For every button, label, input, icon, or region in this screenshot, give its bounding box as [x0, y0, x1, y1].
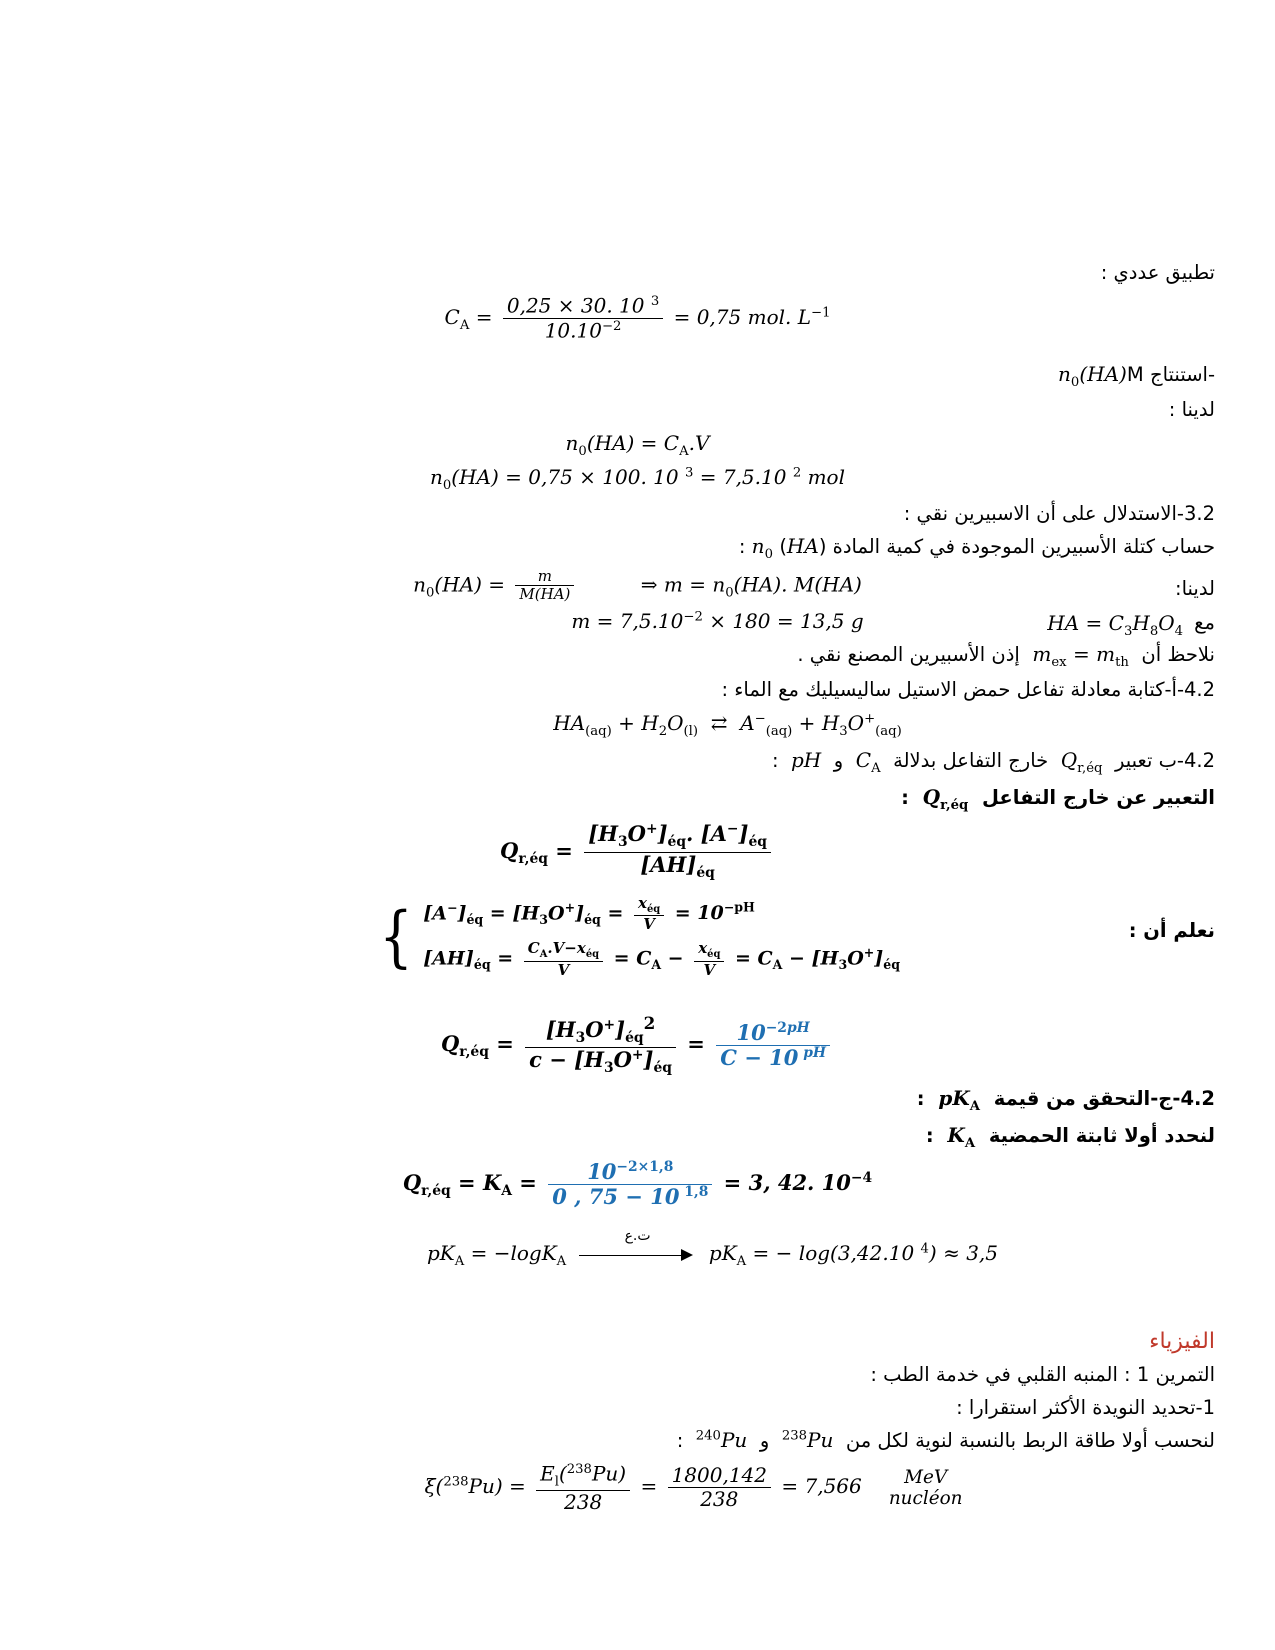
ladayna-label: لدينا :	[1168, 397, 1215, 421]
question-4-2-b: 4.2-ب تعبير $Q_{r,éq}$ خارج التفاعل بدلالة $C_A$ و pH :	[771, 748, 1215, 777]
question-4-2-c: 4.2-ج-التحقق من قيمة $pK_A$ :	[916, 1086, 1215, 1115]
question-4-2-a: 4.2-أ-كتابة معادلة تفاعل حمض الاستيل ساليسيليك مع الماء :	[721, 678, 1215, 702]
question-3-2: 3.2-الاستدلال على أن الاسبيرين نقي :	[903, 502, 1215, 526]
equation-n0-definition: $n_0(HA) = C_A.V$	[565, 431, 710, 460]
equation-n0-value: $n_0(HA) = 0,75 \times 100$. 10 $^3$ = 7,5.10 $^2$ mol	[430, 465, 845, 494]
equation-system-block: { $[A^-]_{éq} = [H_3O^+]_{éq}$ = $\frac{x_{éq}}{V}$ = $10^{-pH}$ $[AH]_{éq}$ = $\frac{C_A.V-x_{éq}}{V}$ = $C_A$ − $\frac{x_{éq}}{V}$ = $C_A - [H_3O^+]_{éq}$ نعلم أن :	[379, 893, 1215, 979]
physics-exercise-1-title: التمرين 1 : المنبه القلبي في خدمة الطب :	[870, 1363, 1215, 1387]
equation-AH: $[AH]_{éq}$ = $\frac{C_A.V-x_{éq}}{V}$ = $C_A$ − $\frac{x_{éq}}{V}$ = $C_A - [H_3O^+]_{éq}$	[423, 939, 901, 979]
physics-section-title: الفيزياء	[1149, 1329, 1215, 1355]
physics-question-1: 1-تحديد النويدة الأكثر استقرارا :	[956, 1395, 1215, 1419]
determine-KA-label: لنحدد أولا ثابتة الحمضية $K_A$ :	[925, 1122, 1215, 1151]
equation-Qreq-final: $Q_{r,éq}$ = $\frac{[H_3O^+]_{éq}^2}{c - [H_3O^+]_{éq}}$ = $\frac{10^{-2pH}}{C - 10 ^{pH}}$	[60, 1014, 1215, 1077]
equation-CA: $C_A$ = $\frac{0,25 \times 30. 10 ^3}{10.10^{-2}}$ = 0,75 mol. $L^{-1}$	[444, 293, 831, 343]
equation-mass-definition: $n_0(HA)$ = $\frac{m}{M(HA)}$ ⇒ $m = n_0(HA)$. M(HA) لدينا:	[413, 566, 1215, 604]
equation-A-minus: $[A^-]_{éq} = [H_3O^+]_{éq}$ = $\frac{x_{éq}}{V}$ = $10^{-pH}$	[423, 893, 755, 934]
equation-Qreq-expression: $Q_{r,éq}$ = $\frac{[H_3O^+]_{éq}. [A^-]_{éq}}{[AH]_{éq}}$	[60, 822, 1215, 881]
equation-binding-energy-238Pu: ξ($^{238}$Pu) = $\frac{E_l(^{238}Pu)}{238}$ = $\frac{1800,142}{238}$ = 7,566 MeV nucléon	[424, 1461, 963, 1514]
equation-KA-value: $Q_{r,éq} = K_A$ = $\frac{10^{-2\times 1,8}}{0 , 75 - 10 ^{1,8}}$ = 3, 42. $10^{-4}$	[402, 1159, 873, 1210]
equation-mass-value: $m = 7,5.10^{-2} \times 180 = 13,5$ g مع HA = $C_3H_8O_4$	[60, 606, 1215, 637]
deduce-n0-label: -استنتاج $n_0(HA)M$	[1058, 361, 1215, 390]
equation-acid-water-reaction: $HA_{(aq)} + H_2O_{(l)}$ ⇄ $A^-_{(aq)} + H_3O^+_{(aq)}$	[553, 711, 902, 740]
maa-label: مع	[1194, 610, 1215, 634]
numeric-application-label: تطبيق عددي :	[1100, 261, 1215, 284]
naalam-anna-label: نعلم أن :	[1128, 918, 1215, 942]
question-3-2-sub: حساب كتلة الأسبيرين الموجودة في كمية المادة (HA) $n_0$ :	[738, 534, 1215, 563]
purity-note: نلاحظ أن $m_{ex} = m_{th}$ إذن الأسبيرين المصنع نقي .	[797, 641, 1215, 670]
question-4-2-b-heading: التعبير عن خارج التفاعل $Q_{r,éq}$ :	[901, 784, 1215, 813]
document-content	[60, 258, 1215, 1520]
physics-question-1-sub: لنحسب أولا طاقة الربط بالنسبة لنوية لكل من $^{238}$Pu و $^{240}$Pu :	[676, 1427, 1215, 1452]
equation-pKA: $pK_A = -\log K_A$ ت.ع $pK_A$ = − log(3,42.10 $^4$) ≈ 3,5	[426, 1227, 999, 1270]
ladayna-inline: لدينا:	[1175, 576, 1215, 600]
equation-HA-formula: HA = $C_3H_8O_4$	[1047, 610, 1183, 639]
implication-arrow-icon: ت.ع	[579, 1244, 697, 1266]
